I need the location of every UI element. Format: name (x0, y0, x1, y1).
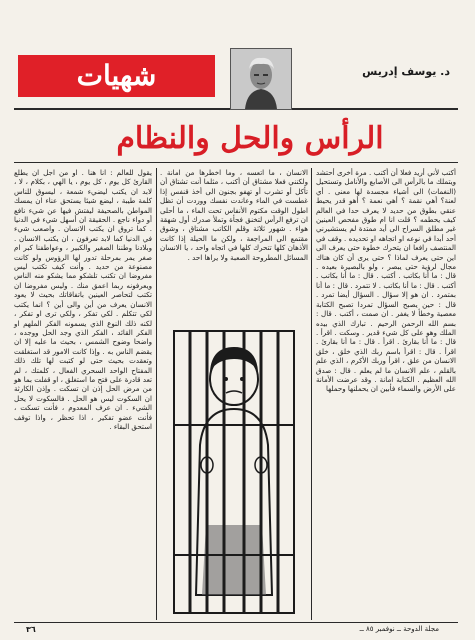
article-title: الرأس والحل والنظام (116, 121, 384, 156)
cartoon-illustration (160, 325, 308, 620)
page-number: ٣٦ (26, 625, 36, 634)
column-text: أكتب لأني أريد فعلا أن أكتب . مرة أخرى أحتشد ويتملك ما بالرأس الى الأصابع والأنامل وتستحيل (النغمات) الى أشياء مجسدة لها معنى . أي لعنة؟ أهي نقمة ؟ أهي نعمة ؟ أهو قدر يحيط عنقي بطوق من حديد لا يعرف حدا في العالم كيف يحطمه ؟ قلت انا ام طوق مفحص العينين غير مطلق السراح الى أيد ممتدة لم يستشيرني أحد أبدا في نوعه او اتجاهه او تحديده . وقف في المنتصف رافعا ان يتحرك خطوة حتى يعرف الى اين حتى يعرف لماذا ؟ حتى يرى أن كان هناك مجال لرؤية حتى يبصر ، ولو بالبصيرة بعيده . قال : ما أنا بكاتب . أكتب . قال : ما أنا بكاتب . أكتب . قال : ما أنا بكاتب . لا تتمرد . قال : ما أنا بمتمرد . ان هو إلا سؤال . السؤال أيضا تمرد . قال : حين يصبح السؤال تمردا تصبح الكتابة معصية وخطأ لا يغفر . ان صمت ، أكتب . قال : بسم الله الرحمن الرحيم . تبارك الذي بيده الملك وهو على كل شيء قدير . وسكت . اقرأ . قال : ما أنا بقارئ . اقرأ . قال : ما أنا بقارئ . اقرأ . قال : اقرأ باسم ربك الذي خلق ، خلق الانسان من علق ، اقرأ وربك الأكرم ، الذي علم بالقلم ، علم الانسان ما لم يعلم . قال : صدق الله العظيم . الكتابة امانة . وقد عرضت الأمانة على الأرض والسماء فأبين ان يحملنها وحملها (316, 168, 456, 394)
column-divider-right (311, 168, 312, 620)
section-banner (18, 55, 215, 97)
article-column-right (316, 168, 456, 620)
publication-line: مجلة الدوحة ــ نوفمبر ٨٥ ــ (359, 625, 439, 633)
author-portrait (230, 48, 292, 110)
prisoner-cartoon (160, 325, 308, 620)
page-footer (0, 622, 475, 640)
column-text: الانسان ، ما اتعسه ، وما اخطرها من امانة . ولكنني فعلا مشتاق أن أكتب ، مثلما أنت تشتاق أن تأكل أو تشرب أو تهفو بجنون الى أخذ قنفس إذا غطست في الماء وعاندت نفسك ووردت أن تظل اطول الوقت مكتوم الأنفاس تحت الماء ، ما أحلى ان ترفع الرأس لتخنق فجأة وتملأ صدرك أول شهقة هواء . شهور ثلاثة وقلم الكاتب مشتاق ، وشوق مقتمع الى المراجعة ، ولكن ما الحيلة إذا كانت الأذهان كلها تتحرك كلها في اتجاه واحد ، يا الانسان المسائل المطروحة الصعبة ولا يراها احد . (160, 168, 308, 262)
article-column-middle (160, 168, 308, 320)
section-title: شهيات (76, 59, 157, 92)
article-column-left (14, 168, 152, 620)
column-divider-left (156, 168, 157, 620)
column-text: يقول للعالم : انا هنا . او من اجل ان يطلع القارئ كل يوم ، كل يوم ، يا الهي ، بكلام ، لا ، لابد ان يكتب ليضيء شمعة ، ليسوق للناس كلمة طيبة ، ليضع شيئا يستحق عناء ان يمسك المواطن بالصحيفة ليفتش فيها عن شيء نافع أو دواء ناجع . الحقيقة ان أسهل شيء في الدنيا . كما تروق ان يكتب الانسان . واصعب شيء في الدنيا كما لابد تعرفون ، ان يكتب الانسان . وبلادنا وطننا الصغير والكبير ، وعواطفنا كبر ام صغر يمر بمرحلة تدور لها الرؤوس ولو كانت مصنوعة من حديد . وأنت كيف تكتب ليس مفروضا ان تكتب تلشكو مما يشكو منه الناس ويعرفونه ربما اعمق منك . وليس مفروضا ان تكتب لتحاصر العينين باتفاقاتك بحيث لا يعود الانسان يعرف من أين والى أين ؟ انما يكتب لكي تتكلم . لكي تفكر ، ولكي ترى او تفكر ، لكنه ذلك النوع الذي يسمونه الفكر الملهم او الفكر القائد ، الفكر الذي وجد الحل ووجده ، واضحا وضوح الشمس ، بحيث ما عليه إلا ان يقضم الناس به . وإذا كانت الامور قد استغلقت وتعقدت بحيث حتى لو كتبت لها تلك ذلك المفتاح الواحد السحري الفعال ، كلمتك ، لم تعد قادرة على فتح ما استغلق ، او قفلت بما هو من مرض الحل إذن ان تسكت . وإذن الكارثة ان السكوت ليس هو الحل . فالسكوت لا يحل الشيء . ان عرف المعدوم ، فأنت تسكت ، فأنت عضو تفكير ، اذا تحظر ، واذا توقف استحق البقاء . (14, 168, 152, 431)
title-rule (14, 162, 458, 163)
author-byline: د. يوسف إدريس (362, 65, 450, 78)
portrait-image (231, 49, 291, 109)
footer-rule (14, 622, 458, 623)
